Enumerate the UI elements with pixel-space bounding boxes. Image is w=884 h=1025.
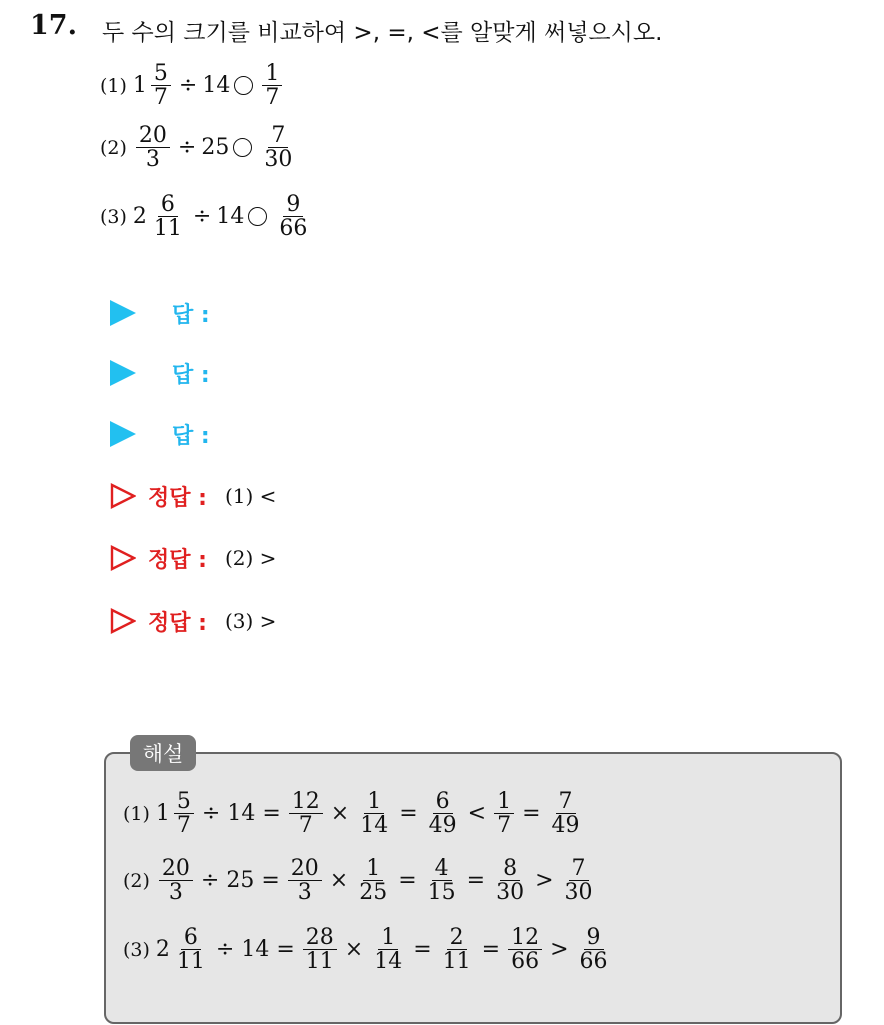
fraction: $\frac{7}{30}$ — [564, 856, 593, 906]
fraction: $\frac{28}{11}$ — [303, 926, 337, 973]
outline-triangle-icon — [110, 483, 136, 509]
fraction: $\frac{9}{66}$ — [279, 192, 308, 242]
play-triangle-icon — [110, 360, 136, 386]
solution-row-2 — [123, 857, 599, 904]
divisor: 14 — [202, 73, 231, 99]
fraction: $\frac{12}{7}$ — [289, 790, 323, 837]
fraction: $\frac{20}{3}$ — [288, 857, 322, 904]
operator: ÷ 25 = — [200, 868, 280, 894]
fraction: $\frac{1}{14}$ — [374, 925, 403, 975]
play-triangle-icon — [110, 421, 136, 447]
operator: > — [535, 868, 554, 894]
divide-sign: ÷ — [192, 204, 212, 230]
fraction: $\frac{1}{14}$ — [360, 789, 389, 839]
problem-3 — [100, 193, 313, 240]
fraction: $\frac{4}{15}$ — [427, 856, 456, 906]
operator: = — [466, 868, 486, 894]
blank-circle[interactable] — [248, 207, 267, 226]
question-number: 17. — [30, 10, 77, 41]
operator: × — [344, 937, 364, 963]
correct-answer-value: (2) > — [224, 546, 277, 570]
fraction: $\frac{7}{30}$ — [264, 123, 293, 173]
divisor: 25 — [201, 135, 230, 161]
correct-answer-label: 정답 : — [148, 610, 207, 636]
correct-answer-2 — [110, 538, 276, 578]
correct-answer-label: 정답 : — [148, 547, 207, 573]
fraction: $\frac{1}{25}$ — [359, 856, 388, 906]
problem-label: (2) — [100, 136, 127, 159]
fraction: $\frac{6}{11}$ — [153, 192, 182, 242]
problem-label: (1) — [100, 74, 127, 97]
operator: = — [413, 937, 432, 963]
whole-number: 2 — [155, 937, 170, 963]
operator: > — [550, 937, 569, 963]
fraction: $\frac{1}{7}$ — [494, 790, 514, 837]
fraction: $\frac{20}{3}$ — [159, 857, 193, 904]
problem-1 — [100, 62, 285, 109]
divide-sign: ÷ — [178, 73, 198, 99]
operator: < — [467, 801, 487, 827]
question-text: 두 수의 크기를 비교하여 >, =, <를 알맞게 써넣으시오. — [102, 20, 663, 46]
fraction: $\frac{9}{66}$ — [579, 925, 608, 975]
answer-label: 답 : — [172, 423, 210, 449]
answer-prompt-3[interactable] — [110, 414, 210, 454]
fraction: $\frac{7}{49}$ — [551, 789, 580, 839]
blank-circle[interactable] — [233, 138, 252, 157]
correct-answer-value: (3) > — [224, 609, 277, 633]
outline-triangle-icon — [110, 608, 136, 634]
operator: = — [399, 801, 418, 827]
operator: = — [481, 937, 501, 963]
operator: = — [522, 801, 541, 827]
outline-triangle-icon — [110, 545, 136, 571]
operator: × — [330, 801, 350, 827]
solution-label: (3) — [123, 938, 150, 961]
operator: ÷ 14 = — [215, 937, 295, 963]
correct-answer-value: (1) < — [224, 484, 277, 508]
fraction: $\frac{12}{66}$ — [508, 926, 542, 973]
solution-tab: 해설 — [130, 735, 196, 771]
fraction: $\frac{6}{11}$ — [176, 925, 205, 975]
fraction: $\frac{1}{7}$ — [262, 62, 282, 109]
solution-row-1 — [123, 790, 586, 837]
fraction: $\frac{20}{3}$ — [136, 124, 170, 171]
solution-label: (2) — [123, 869, 150, 892]
blank-circle[interactable] — [234, 76, 253, 95]
correct-answer-label: 정답 : — [148, 485, 207, 511]
whole-number: 2 — [132, 204, 147, 230]
answer-prompt-2[interactable] — [110, 353, 210, 393]
operator: × — [329, 868, 349, 894]
solution-label: (1) — [123, 802, 150, 825]
operator: ÷ 14 = — [201, 801, 281, 827]
answer-prompt-1[interactable] — [110, 293, 210, 333]
divisor: 14 — [216, 204, 245, 230]
play-triangle-icon — [110, 300, 136, 326]
fraction: $\frac{5}{7}$ — [151, 62, 171, 109]
answer-label: 답 : — [172, 362, 210, 388]
correct-answer-1 — [110, 476, 276, 516]
operator: = — [398, 868, 417, 894]
answer-label: 답 : — [172, 302, 210, 328]
whole-number: 1 — [132, 73, 147, 99]
fraction: $\frac{6}{49}$ — [428, 789, 457, 839]
fraction: $\frac{8}{30}$ — [496, 856, 525, 906]
fraction: $\frac{2}{11}$ — [442, 925, 471, 975]
correct-answer-3 — [110, 601, 276, 641]
whole-number: 1 — [155, 801, 170, 827]
solution-row-3 — [123, 926, 614, 973]
divide-sign: ÷ — [177, 135, 197, 161]
problem-label: (3) — [100, 205, 127, 228]
problem-2 — [100, 124, 298, 171]
fraction: $\frac{5}{7}$ — [174, 790, 194, 837]
